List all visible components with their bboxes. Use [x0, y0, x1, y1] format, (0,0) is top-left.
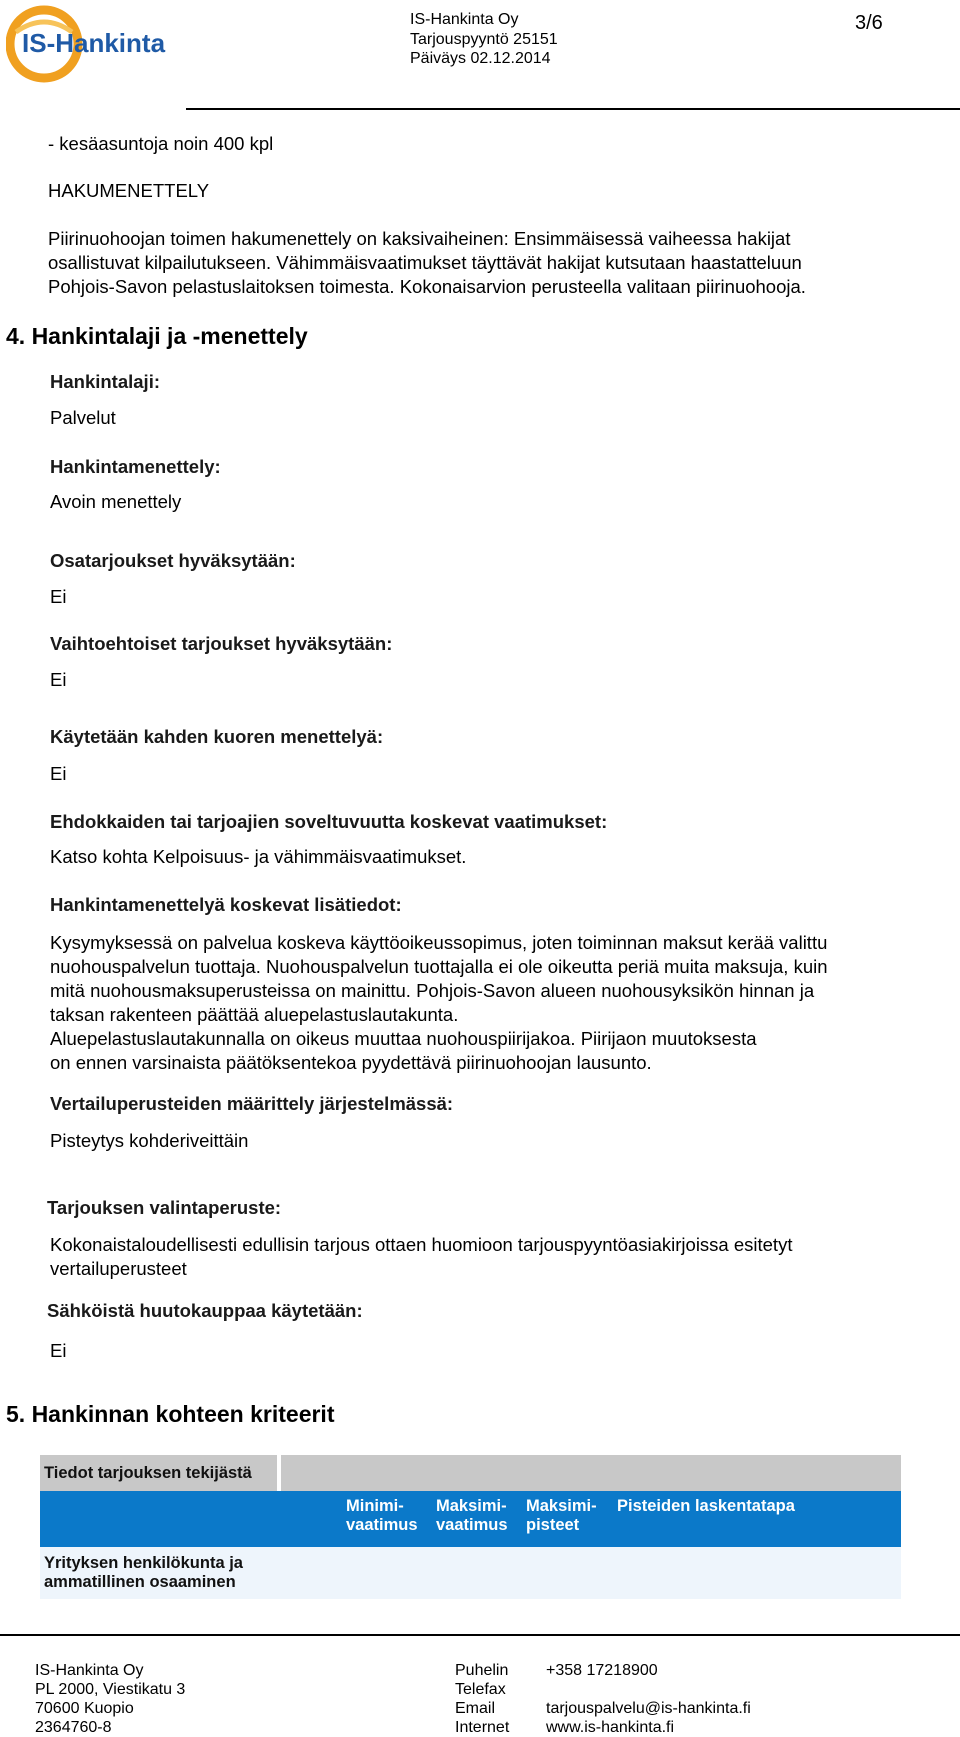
field-value: Pisteytys kohderiveittäin	[50, 1130, 249, 1151]
info-line: Kysymyksessä on palvelua koskeva käyttöoikeussopimus, joten toiminnan maksut kerää valittu	[50, 932, 828, 953]
footer-address-line: IS-Hankinta Oy	[35, 1662, 144, 1679]
logo-graphic	[6, 4, 182, 84]
table-group-header: Tiedot tarjouksen tekijästä	[44, 1464, 252, 1482]
footer-address-line: 70600 Kuopio	[35, 1700, 134, 1717]
footer-contact-label: Puhelin	[455, 1662, 509, 1679]
field-value: Ei	[50, 1340, 67, 1361]
column-header: Maksimi- pisteet	[526, 1497, 597, 1534]
field-label: Osatarjoukset hyväksytään:	[50, 550, 296, 571]
footer-divider	[0, 1634, 960, 1636]
info-line: mitä nuohousmaksuperusteissa on mainittu. Pohjois-Savon alueen nuohousyksikön hinnan ja	[50, 980, 815, 1001]
logo-wordmark: IS-Hankinta	[22, 28, 166, 58]
field-label: Käytetään kahden kuoren menettelyä:	[50, 726, 384, 747]
column-header: Minimi- vaatimus	[346, 1497, 418, 1534]
field-label: Hankintalaji:	[50, 371, 160, 392]
field-label: Sähköistä huutokauppaa käytetään:	[47, 1300, 363, 1321]
field-value: Ei	[50, 669, 67, 690]
intro-line: Pohjois-Savon pelastuslaitoksen toimesta. Kokonaisarvion perusteella valitaan piirinuohooja.	[48, 276, 806, 297]
field-value: Katso kohta Kelpoisuus- ja vähimmäisvaatimukset.	[50, 846, 467, 867]
table-row-label: Yrityksen henkilökunta ja ammatillinen osaaminen	[44, 1554, 243, 1591]
header-reference: Tarjouspyyntö 25151	[410, 31, 558, 48]
field-label: Hankintamenettelyä koskevat lisätiedot:	[50, 894, 402, 915]
footer-contact-label: Internet	[455, 1719, 510, 1736]
table-row	[40, 1547, 901, 1599]
intro-heading: HAKUMENETTELY	[48, 180, 210, 201]
field-label: Ehdokkaiden tai tarjoajien soveltuvuutta koskevat vaatimukset:	[50, 811, 608, 832]
table-group-header-row	[40, 1455, 901, 1491]
footer-phone: +358 17218900	[546, 1662, 658, 1679]
field-label: Hankintamenettely:	[50, 456, 221, 477]
header-divider	[186, 108, 960, 110]
column-header: Maksimi- vaatimus	[436, 1497, 508, 1534]
intro-bullet: - kesäasuntoja noin 400 kpl	[48, 133, 274, 154]
footer-email-link[interactable]: tarjouspalvelu@is-hankinta.fi	[546, 1700, 751, 1717]
field-value: Palvelut	[50, 407, 116, 428]
footer-website-link[interactable]: www.is-hankinta.fi	[546, 1719, 675, 1736]
info-line: taksan rakenteen päättää aluepelastuslautakunta.	[50, 1004, 459, 1025]
footer-contact-label: Email	[455, 1700, 496, 1717]
footer-address-line: PL 2000, Viestikatu 3	[35, 1681, 186, 1698]
header-date: Päiväys 02.12.2014	[410, 50, 551, 67]
selection-line: vertailuperusteet	[50, 1258, 187, 1279]
header-company: IS-Hankinta Oy	[410, 11, 519, 28]
field-value: Ei	[50, 763, 67, 784]
info-line: on ennen varsinaista päätöksentekoa pyydettävä piirinuohoojan lausunto.	[50, 1052, 652, 1073]
selection-line: Kokonaistaloudellisesti edullisin tarjous ottaen huomioon tarjouspyyntöasiakirjoissa esitetyt	[50, 1234, 793, 1255]
footer-contact-label: Telefax	[455, 1681, 506, 1698]
field-value: Avoin menettely	[50, 491, 182, 512]
table-column-header-row	[40, 1491, 901, 1547]
company-logo	[6, 4, 182, 84]
field-label: Tarjouksen valintaperuste:	[47, 1197, 282, 1218]
page-number: 3/6	[855, 12, 883, 34]
footer-address-line: 2364760-8	[35, 1719, 112, 1736]
field-label: Vertailuperusteiden määrittely järjestelmässä:	[50, 1093, 454, 1114]
info-line: Aluepelastuslautakunnalla on oikeus muuttaa nuohouspiirijakoa. Piirijaon muutoksesta	[50, 1028, 757, 1049]
section-4-title: 4. Hankintalaji ja -menettely	[6, 323, 308, 349]
info-line: nuohouspalvelun tuottaja. Nuohouspalvelun tuottajalla ei ole oikeutta periä muita maksuja, kuin	[50, 956, 828, 977]
intro-line: osallistuvat kilpailutukseen. Vähimmäisvaatimukset täyttävät hakijat kutsutaan haastatteluun	[48, 252, 802, 273]
section-5-title: 5. Hankinnan kohteen kriteerit	[6, 1401, 335, 1427]
field-value: Ei	[50, 586, 67, 607]
column-header: Pisteiden laskentatapa	[617, 1497, 795, 1515]
intro-line: Piirinuohoojan toimen hakumenettely on kaksivaiheinen: Ensimmäisessä vaiheessa hakijat	[48, 228, 791, 249]
field-label: Vaihtoehtoiset tarjoukset hyväksytään:	[50, 633, 393, 654]
